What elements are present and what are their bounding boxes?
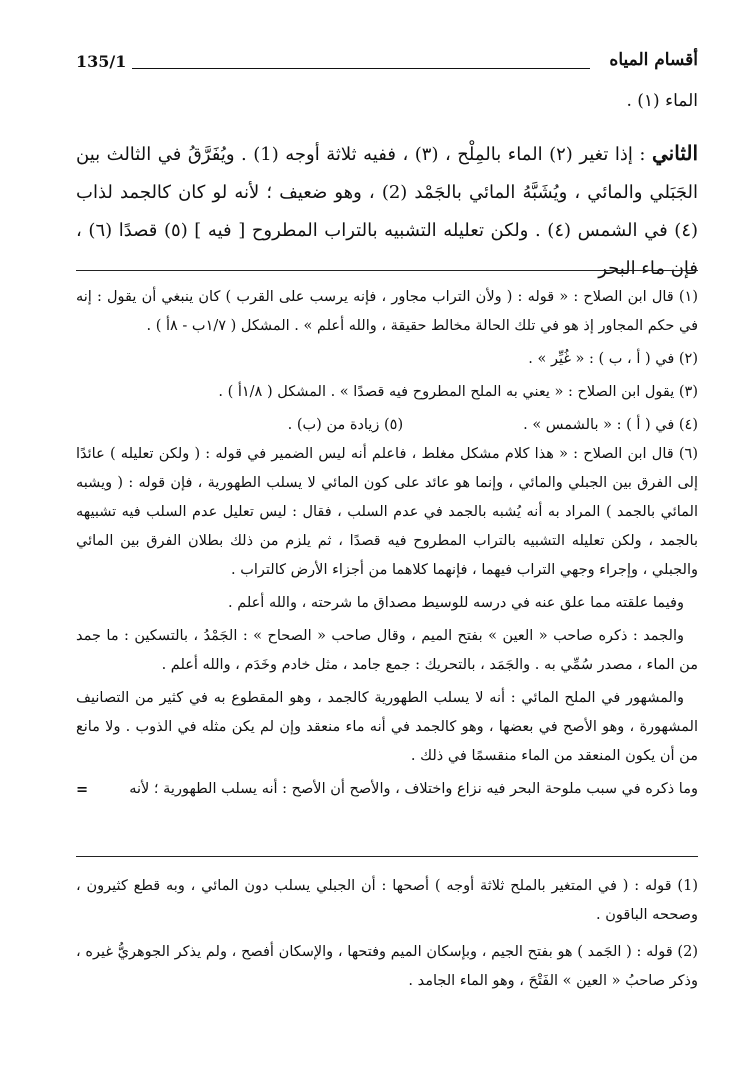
footnote-pair (76, 411, 698, 440)
header-rule (132, 68, 590, 69)
footnote-3: (٣) يقول ابن الصلاح : « يعني به الملح المطروح فيه قصدًا » . المشكل ( ١/٨أ ) . (218, 384, 698, 400)
footnote-6: (٦) قال ابن الصلاح : « هذا كلام مشكل مغلط ، فاعلم أنه ليس الضمير في قوله : ( ولكن تعليله ) عائدًا إلى الفرق بين الجبلي والمائي ، وإنما هو عائد على كون المائي لا يسلب الطهورية ، فإن قوله : ( ويشبه المائي بالجمد ) المراد به أنه يُشبه بالجمد في عدم السلب ، فقال : ليس تعليل عدم السلب فيه تشبيهه بالجمد ، ولكن تعليله التشبيه بالتراب المطروح فيه قصدًا ، ثم يلزم من ذلك بطلان الفرق بين المائي والجبلي ، وإجراء وجهي التراب فيهما ، فإنهما كلاهما من أجزاء الأرض كالتراب . (76, 446, 699, 578)
footnote-5: (٥) زيادة من (ب) . (287, 417, 404, 433)
main-paragraph (76, 134, 698, 288)
footnote-2: (٢) في ( أ ، ب ) : « غُيِّر » . (528, 351, 698, 367)
paragraph-text: : إذا تغير (٢) الماء بالمِلْح ، (٣) ، ففيه ثلاثة أوجه (1) . ويُفَرَّقُ في الثالث بين الجَبَلي والمائي ، ويُشَبَّهُ المائي بالجَمْد (2) ، وهو ضعيف ؛ لأنه لو كان كالجمد لذاب (٤) في الشمس (٤) . ولكن تعليله التشبيه بالتراب المطروح [ فيه ] (٥) قصدًا (٦) ، فإن ماء البحر (76, 144, 699, 279)
footnote-6-paragraph: وما ذكره في سبب ملوحة البحر فيه نزاع واختلاف ، والأصح أن الأصح : أنه يسلب الطهورية ؛ لأنه (129, 781, 698, 797)
footnote-6-paragraph: والجمد : ذكره صاحب « العين » بفتح الميم ، وقال صاحب « الصحاح » : الجَمْدُ ، بالتسكين : ما جمد من الماء ، مصدر سُمِّي به . والجَمَد ، بالتحريك : جمع جامد ، مثل خادم وخَدَم ، والله أعلم . (76, 628, 698, 673)
footnote-separator (76, 270, 698, 271)
footnote-6-paragraph: وفيما علقته مما علق عنه في درسه للوسيط مصداق ما شرحته ، والله أعلم . (227, 595, 684, 611)
author-footnote-2: (2) قوله : ( الجَمد ) هو بفتح الجيم ، وبإسكان الميم وفتحها ، والإسكان أفصح ، ولم يذكر الجوهريُّ غيره ، وذكر صاحبُ « العين » الفَتْحَ ، وهو الماء الجامد . (76, 944, 698, 989)
author-footnotes (76, 872, 698, 1004)
page-number: 135/1 (76, 52, 127, 71)
running-header (76, 46, 698, 80)
footnote-6-paragraph: والمشهور في الملح المائي : أنه لا يسلب الطهورية كالجمد ، وهو المقطوع به في كثير من التصانيف المشهورة ، وهو الأصح في بعضها ، وهو كالجمد في أنه ماء منعقد وإن لم يكن مثله في الذوب . ولا مانع من أن يكون المنعقد من الماء منقسمًا في ذلك . (76, 690, 698, 764)
editor-footnotes (76, 283, 698, 804)
author-footnote-1: (1) قوله : ( في المتغير بالملح ثلاثة أوجه ) أصحها : أن الجبلي يسلب دون المائي ، وبه قطع كثيرون ، وصححه الباقون . (76, 878, 698, 923)
footnote-4: (٤) في ( أ ) : « بالشمس » . (523, 417, 698, 433)
author-footnote-separator (76, 856, 698, 857)
footnote-1: (١) قال ابن الصلاح : « قوله : ( ولأن التراب مجاور ، فإنه يرسب على القرب ) كان ينبغي أن يقول : إنه في حكم المجاور إذ هو في تلك الحالة مخالط حقيقة ، والله أعلم » . المشكل ( ١/٧ب - ٨أ ) . (76, 289, 698, 334)
paragraph-lead: الثاني (651, 141, 698, 165)
chapter-title: أقسام المياه (609, 50, 698, 70)
footnote-6-last-line (76, 775, 698, 804)
main-text-continuation: الماء (١) . (626, 91, 698, 111)
continuation-mark: = (76, 781, 89, 798)
